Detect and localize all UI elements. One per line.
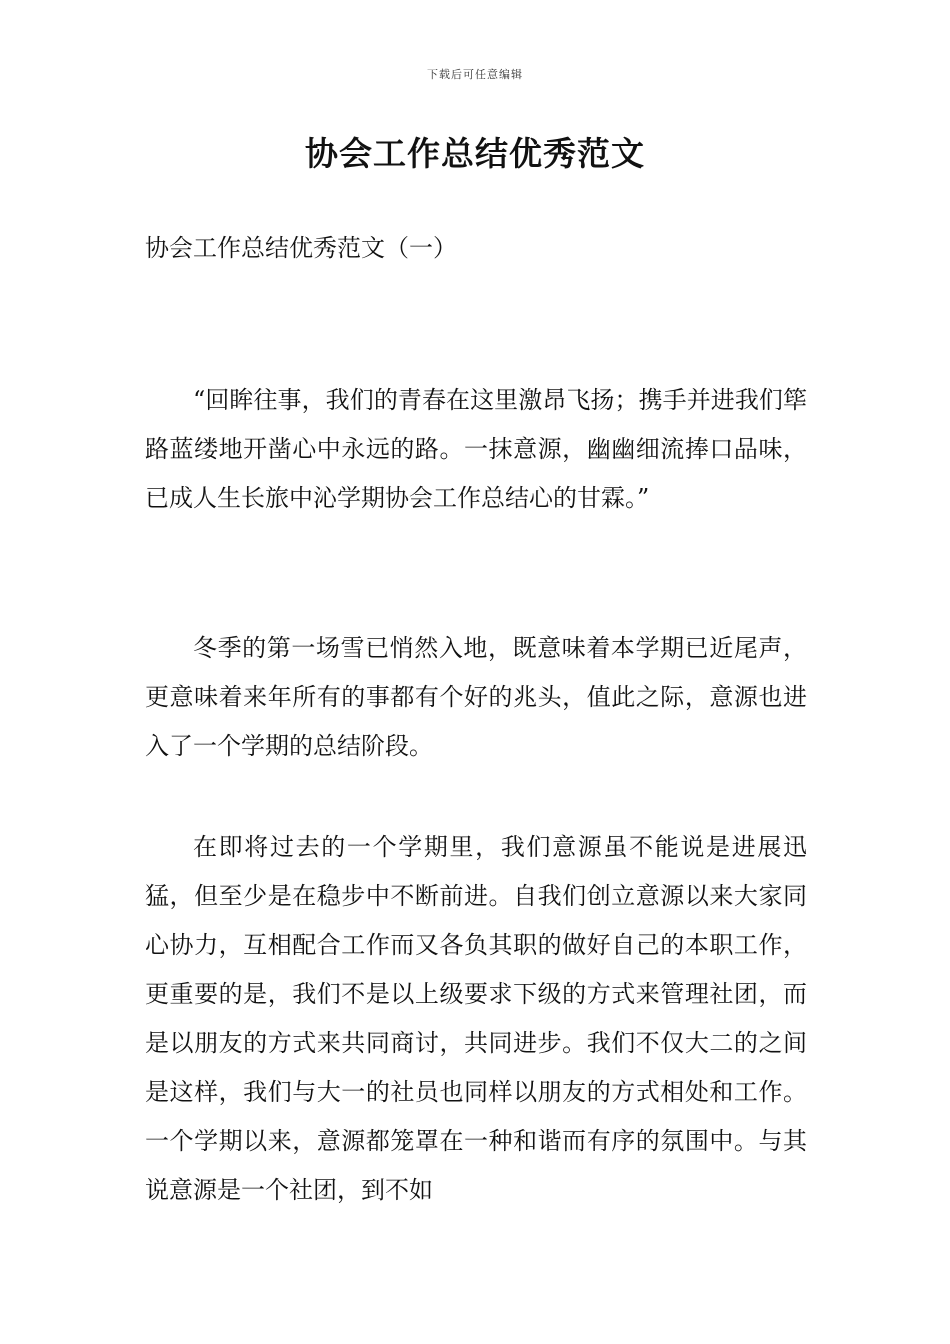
body-paragraph: 冬季的第一场雪已悄然入地，既意味着本学期已近尾声，更意味着来年所有的事都有个好的兆头，值此之际，意源也进入了一个学期的总结阶段。: [145, 634, 807, 760]
section-subtitle: 协会工作总结优秀范文（一）: [145, 234, 457, 262]
body-paragraph: “回眸往事，我们的青春在这里激昂飞扬；携手并进我们筚路蓝缕地开凿心中永远的路。一抹意源，幽幽细流捧口品味，已成人生长旅中沁学期协会工作总结心的甘霖。”: [145, 386, 807, 512]
header-note: 下载后可任意编辑: [427, 68, 523, 81]
body-paragraph: 在即将过去的一个学期里，我们意源虽不能说是进展迅猛，但至少是在稳步中不断前进。自我们创立意源以来大家同心协力，互相配合工作而又各负其职的做好自己的本职工作，更重要的是，我们不是以上级要求下级的方式来管理社团，而是以朋友的方式来共同商讨，共同进步。我们不仅大二的之间是这样，我们与大一的社员也同样以朋友的方式相处和工作。一个学期以来，意源都笼罩在一种和谐而有序的氛围中。与其说意源是一个社团，到不如: [145, 833, 807, 1204]
document-title: 协会工作总结优秀范文: [305, 134, 645, 173]
